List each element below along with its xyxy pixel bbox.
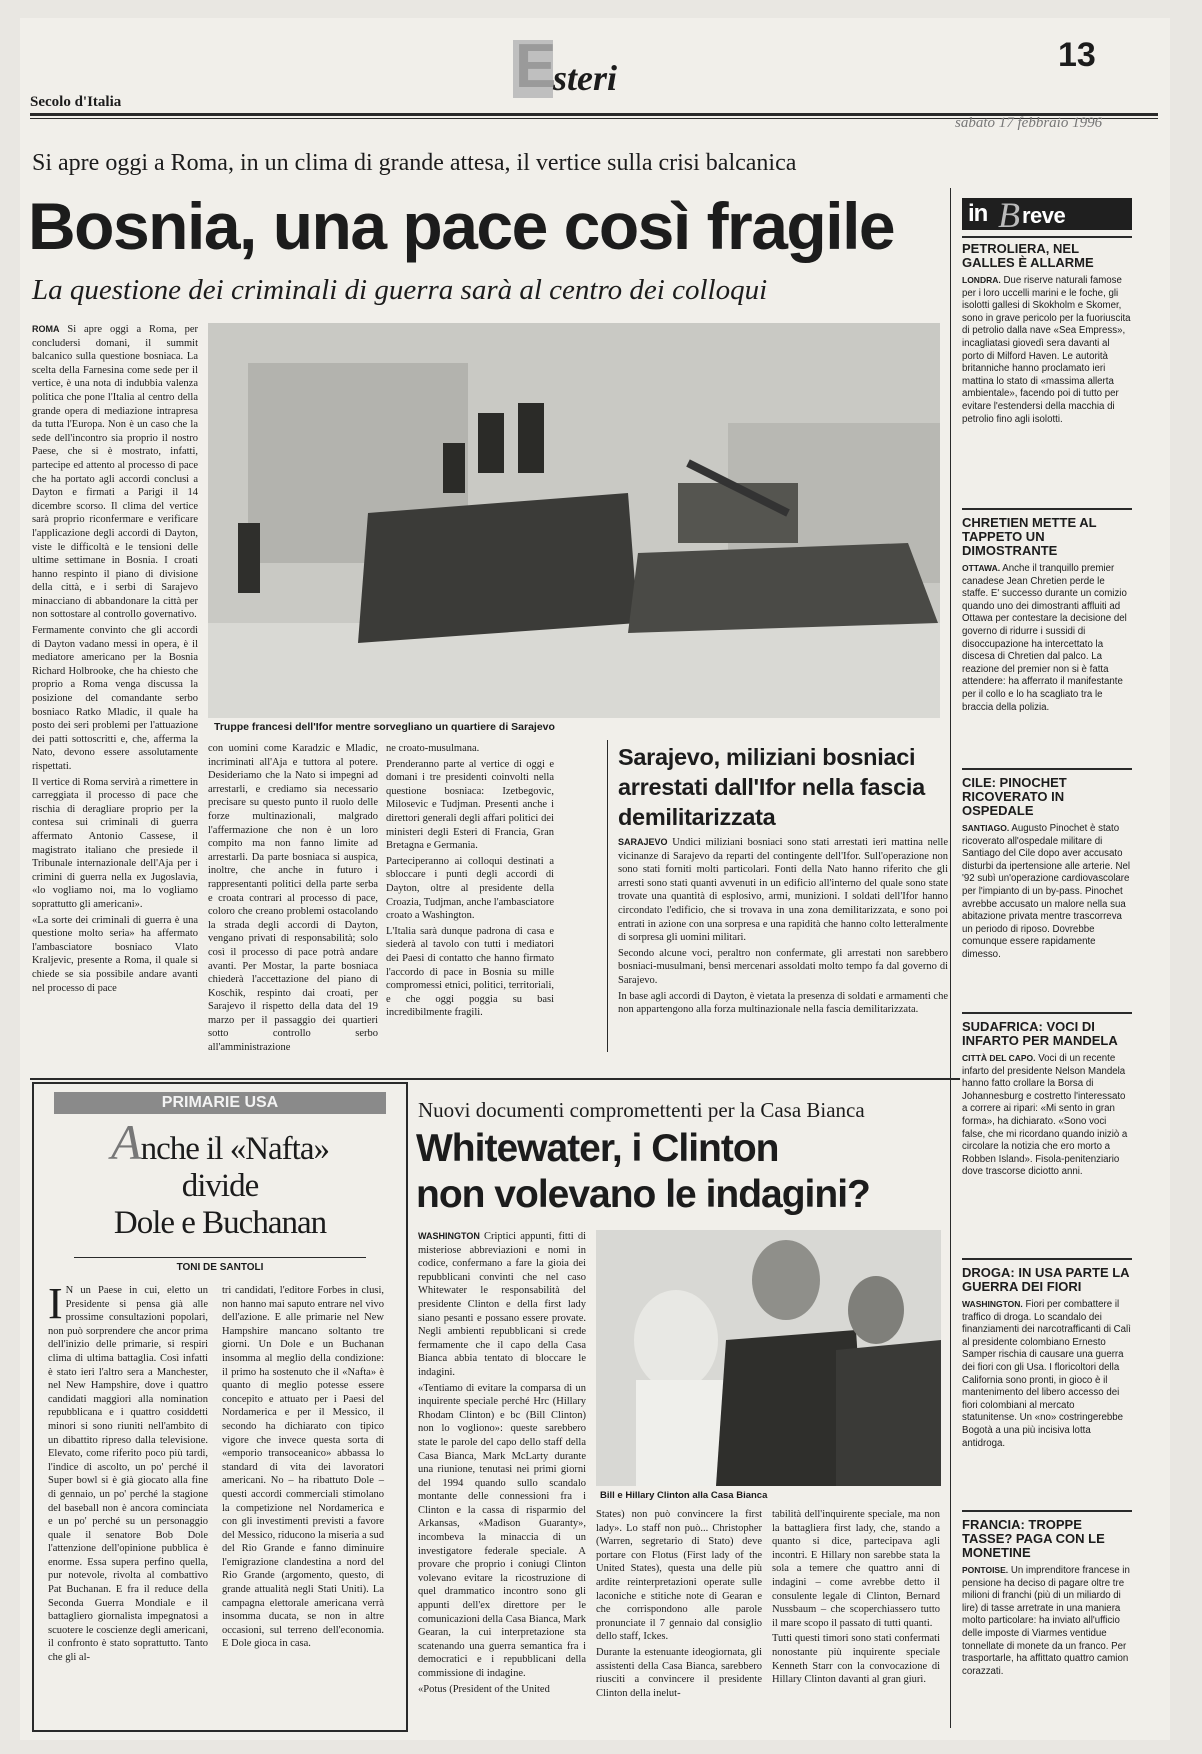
primarie-author: TONI DE SANTOLI: [176, 1262, 264, 1273]
brief-2-text: Anche il tranquillo premier canadese Jean Chretien perde le staffe. E' successo durante un comizio quando uno dei dimostranti affluiti ad Ottawa per contestare la decisione del governo di ridurre i sussidi di disoccupazione ha intercettato la discesa di Chretien dal palco. La reazione del premier non si è fatta attendere: ha afferrato il manifestante per il collo e lo ha scagliato tra le braccia della polizia.: [962, 563, 1127, 713]
tanks-photo: [208, 323, 940, 718]
main-col1: [32, 323, 198, 997]
section-title: [513, 32, 713, 101]
brief-5-title: DROGA: IN USA PARTE LA GUERRA DEI FIORI: [962, 1265, 1130, 1294]
whitewater-title-l1: Whitewater, i Clinton: [416, 1127, 779, 1170]
whitewater-col1: [418, 1230, 586, 1698]
in-breve-label-b: B: [998, 195, 1020, 235]
whitewater-col3b: Tutti questi timori sono stati confermati nonostante più inquirente speciale Kenneth Starr con la convocazione di Hillary Clinton davanti al gran giurì.: [772, 1633, 940, 1686]
in-breve-rule: [962, 236, 1132, 238]
brief-4-city: CITTÀ DEL CAPO.: [962, 1053, 1036, 1063]
whitewater-col1b: «Tentiamo di evitare la comparsa di un inquirente speciale perché Hrc (Hillary Rhodam Clinton) e bc (Bill Clinton) non lo vogliono»: queste sarebbero state le parole del capo dello staff della Casa Bianca, Mark McLarty durante una riunione, tenutasi nei primi giorni del 1994 quando sullo scandalo montante delle connessioni fra i Clinton e la cassa di risparmio del Arkansas, «Madison Guaranty», incombeva la minaccia di un investigatore federale speciale. A provare che proprio i coniugi Clinton volevano evitare la ricostruzione di quel drammatico incontro sono gli appunti dell'ex direttore per le comunicazioni della Casa Bianca, Mark Gearan, la cui interpretazione sta scatenando una guerra semantica fra i democratici e i repubblicani della commissione di indagine.: [418, 1382, 586, 1679]
brief-5: [962, 1266, 1132, 1450]
whitewater-kicker: Nuovi documenti compromettenti per la Casa Bianca: [418, 1098, 865, 1122]
main-col3c: Parteciperanno ai colloqui destinati a sbloccare i punti degli accordi di Dayton, oltre al presidente della Croazia, Tudjman, anche l'ambasciatore croato a Washington.: [386, 855, 554, 922]
sarajevo-dateline: SARAJEVO: [618, 837, 668, 847]
brief-1-text: Due riserve naturali famose per i loro uccelli marini e le foche, gli isolotti gallesi di Skokholm e Skomer, sono in grave pericolo per la fuoriuscita di petrolio dalla nave «Sea Empress», incagliatasi giovedì sera davanti al porto di Milford Haven. Le autorità britanniche hanno proclamato ieri mattina lo stato di «massima allerta ambientale», facendo poi di tutto per evitare l'estendersi della macchia di petrolio fino agli isolotti.: [962, 275, 1131, 425]
brief-2: [962, 516, 1132, 714]
whitewater-col2b: Durante la estenuante ideogiornata, gli assistenti della Casa Bianca, sarebbero riusciti a convincere il presidente Clinton della inelut-: [596, 1646, 762, 1699]
brief-rule-4: [962, 1258, 1132, 1260]
whitewater-col1c: «Potus (President of the United: [418, 1683, 550, 1695]
brief-5-city: WASHINGTON.: [962, 1299, 1023, 1309]
whitewater-dateline: WASHINGTON: [418, 1231, 480, 1241]
brief-6-city: PONTOISE.: [962, 1565, 1009, 1575]
primarie-title-initial: A: [111, 1114, 141, 1170]
in-breve-label-in: in: [968, 200, 988, 227]
primarie-banner: PRIMARIE USA: [54, 1092, 386, 1114]
brief-5-text: Fiori per combattere il traffico di droga. Lo scandalo dei finanziamenti dei narcotrafficanti di Calì al presidente colombiano Ernesto Samper rischia di causare una guerra dei fiori con gli Usa. I floricoltori della California sono pronti, in gioco è il mantenimento del libero accesso dei fiori colombiani al mercato statunitense. Un «no» costringerebbe Bogotà a una più incisiva lotta antidroga.: [962, 1299, 1131, 1449]
brief-rule-2: [962, 768, 1132, 770]
primarie-title: [44, 1114, 396, 1242]
section-initial: E: [515, 32, 557, 101]
sidebar-rule: [950, 188, 951, 1728]
primarie-box: [32, 1082, 408, 1732]
brief-2-city: OTTAWA.: [962, 563, 1001, 573]
primarie-title-l2: divide: [181, 1168, 259, 1204]
mid-rule: [30, 1078, 960, 1080]
brief-1-title: PETROLIERA, NEL GALLES È ALLARME: [962, 241, 1094, 270]
main-col1d: «La sorte dei criminali di guerra è una questione molto seria» ha affermato l'ambasciatore bosniaco Vlato Kraljevic, presente a Roma, il quale si chiede se sia possibile andare avanti nel processo di pace: [32, 914, 198, 994]
main-col1c: Il vertice di Roma servirà a rimettere in carreggiata il processo di pace che rischia di deragliare proprio per la contesa sui criminali di guerra affermato Antonio Cassese, il magistrato italiano che presiede il Tribunale internazionale dell'Aja per i crimini di guerra nella ex Jugoslavia, «lo vogliamo noi, ma lo vogliamo soprattutto gli americani».: [32, 776, 198, 910]
main-col3b: Prenderanno parte al vertice di oggi e domani i tre presidenti coinvolti nella questione bosniaca: Izetbegovic, Milosevic e Tudjman. Presenti anche i direttori generali degli affari politici dei ministeri degli Esteri di Francia, Gran Bretagna e Germania.: [386, 758, 554, 852]
sarajevo-title: Sarajevo, miliziani bosniaci arrestati dall'Ifor nella fascia demilitarizzata: [618, 744, 925, 830]
brief-6: [962, 1518, 1132, 1678]
primarie-col1: [48, 1279, 208, 1665]
page-number: 13: [1058, 36, 1096, 74]
brief-3: [962, 776, 1132, 962]
masthead: Secolo d'Italia: [30, 94, 122, 110]
section-rest: steri: [553, 58, 618, 98]
primarie-title-l1: nche il «Nafta»: [140, 1131, 329, 1167]
primarie-col1-text: N un Paese in cui, eletto un Presidente si pensa già alle prossime consultazioni popolari, non può sorprendere che ancor prima dell'inizio delle primarie, si respiri clima di ultima battaglia. Così infatti è stato ieri l'altro sera a Manchester, nel New Hampshire, dove i quattro candidati maggiori alla nomination repubblicana e i quattro cosiddetti minori si sono riuniti nell'ambito di un dibattito ripreso dalla televisione. Elevato, come riferito poco più tardi, l'indice di ascolto, un po' perché il Super bowl si è già giocato alla fine di gennaio, un po' perché la stagione del baseball non è ancora cominciata e un po' perché su un personaggio quale il senatore Bob Dole l'attenzione dell'opinione pubblica è enorme. Essa supera perfino quella, pur notevole, rivolta al combattivo Pat Buchanan. E fra il reduce della Seconda Guerra Mondiale e il battagliero giornalista impegnatosi a scuotere le coscienze degli americani, il confronto è stato soprattutto. Tanto che gli al-: [48, 1285, 208, 1664]
clinton-photo: [596, 1230, 941, 1486]
main-col3-text: ne croato-musulmana.: [386, 743, 480, 754]
main-photo-caption: Truppe francesi dell'Ifor mentre sorvegliano un quartiere di Sarajevo: [214, 721, 555, 733]
author-rule: [74, 1257, 366, 1258]
brief-rule-3: [962, 1012, 1132, 1014]
main-col1b: Fermamente convinto che gli accordi di Dayton vadano messi in opera, è il mediatore americano per la Bosnia Richard Holbrooke, che ha chiesto che proprio a Roma venga discussa la posizione del comandante serbo bosniaco Ratko Mladic, il quale ha posto dei seri problemi per l'attuazione dei patti sottoscritti e, che, afferma la Nato, devono essere assolutamente rispettati.: [32, 625, 198, 772]
brief-2-title: CHRETIEN METTE AL TAPPETO UN DIMOSTRANTE: [962, 515, 1097, 558]
brief-6-text: Un imprenditore francese in pensione ha deciso di pagare oltre tre milioni di franchi (più di un miliardo di lire) di tasse arretrate in una maniera molto particolare: ha inviato all'ufficio delle imposte di Viarmes ventidue tonnellate di monete da un franco. Per trasportarle, ha affittato quattro camion corazzati.: [962, 1565, 1130, 1677]
main-kicker: Si apre oggi a Roma, in un clima di grande attesa, il vertice sulla crisi balcanica: [32, 150, 797, 176]
whitewater-col1-text: Criptici appunti, fitti di misteriose abbreviazioni e nomi in codice, confermano a fare la gioia dei repubblicani convinti che nel caso Whitewater le responsabilità del presidente Clinton e della first lady siano pesanti e possano essere provate. Negli ambienti repubblicani si crede fermamente che il capo della Casa Bianca abbia tentato di bloccare le indagini.: [418, 1231, 586, 1378]
sarajevo-text1: Undici miliziani bosniaci sono stati arrestati ieri mattina nelle vicinanze di Sarajevo da reparti del contingente dell'Ifor. Sull'operazione non sono stati forniti molti particolari. Fonti della Nato hanno riferito che gli arresti sono stati quanti avvenuti in un edificio all'interno del quale sono state trovate una quantità di esplosivo, armi, munizioni. I soldati dell'Ifor hanno circondato l'edificio, che si trovava in una zona demilitarizzata, e sono poi entrati in azione con una sorpresa e una rapidità che hanno colto letteralmente di sorpresa gli uomini militari.: [618, 837, 948, 944]
brief-3-city: SANTIAGO.: [962, 823, 1010, 833]
main-col2: con uomini come Karadzic e Mladic, incriminati all'Aja e tuttora al potere. Desideriamo che la Nato si impegni ad arrestarli, e crediamo sia necessario precisare su questo punto il ruolo delle forze multinazionali, malgrado l'affermazione che non è un loro compito ma non fanno limite ad arrestarli. Da parte bosniaca si auspica, inoltre, che anche in futuro i rappresentanti politici della parte serba e croata contrari al processo di pace, coloro che creano problemi ostacolando la strada degli accordi di Dayton, vengano privati di responsabilità; solo così il processo di pace potrà andare avanti. Per Mostar, la parte bosniaca chiederà l'accettazione del piano di Koschik, respinto dai croati, per Sarajevo il rispetto della data del 19 marzo per il passaggio dei quartieri sotto controllo serbo all'amministrazione: [208, 743, 378, 1054]
in-breve-banner: [962, 195, 1132, 235]
whitewater-title-l2: non volevano le indagini?: [416, 1173, 870, 1216]
brief-rule-5: [962, 1510, 1132, 1512]
main-col3d: L'Italia sarà dunque padrona di casa e siederà al tavolo con tutti i mediatori dei Paesi di contatto che hanno firmato l'accordo di pace in Bosnia su mille compromessi etnici, politici, territoriali, e che oggi poggia su basi incredibilmente fragili.: [386, 925, 554, 1019]
primarie-title-l3: Dole e Buchanan: [113, 1205, 327, 1241]
brief-4: [962, 1020, 1132, 1179]
date-line: sabato 17 febbraio 1996: [955, 115, 1103, 131]
brief-3-title: CILE: PINOCHET RICOVERATO IN OSPEDALE: [962, 775, 1067, 818]
sarajevo-text3: In base agli accordi di Dayton, è vietata la presenza di soldati e armamenti che non appartengono alla forza multinazionale nella fascia demilitarizzata.: [618, 990, 948, 1016]
whitewater-title: [416, 1126, 870, 1218]
brief-3-text: Augusto Pinochet è stato ricoverato all'ospedale militare di Santiago del Cile dopo aver accusato disturbi da ipertensione alle arterie. Nel '92 subì un'operazione cardiovascolare per l'impianto di un by-pass. Pinochet avrebbe accusato un malore nella sua abitazione privata mentre trascorreva un periodo di riposo. Dovrebbe comunque essere rapidamente dimesso.: [962, 823, 1131, 960]
sarajevo-text2: Secondo alcune voci, peraltro non confermate, gli arrestati non sarebbero bosniaci-musulmani, bensì mercenari assoldati molto tempo fa dal governo di Sarajevo.: [618, 947, 948, 986]
primarie-col2: tri candidati, l'editore Forbes in clusi, non hanno mai saputo entrare nel vivo dell'azione. E alle primarie nel New Hampshire mancano soltanto tre giorni. Un Dole e un Buchanan insomma al meglio della condizione: il primo ha sostenuto che il «Nafta» è quanto di meglio potesse essere concepito e attuato per i Paesi del Nordamerica e per il Messico, il secondo ha dichiarato con tipico vigore che invece questa sorta di «emporio transoceanico» abbassa lo standard di vita dei lavoratori americani. No – ha ribattuto Dole – questi accordi commerciali stimolano la competizione nel Nordamerica e con gli investimenti previsti a favore del Messico, riducono la miseria a sud del Rio Grande e fanno diminuire l'emigrazione clandestina a nord del Rio Grande (argomento, questo, di grande attualità negli Stati Uniti). La campagna elettorale americana verrà insomma ducata, se non in altre occasioni, sul terreno dell'economia. E Dole gioca in casa.: [222, 1285, 384, 1650]
whitewater-col3-text: tabilità dell'inquirente speciale, ma non la battagliera first lady, che, stando a quanto si dice, partecipava agli incontri. E Hillary non sarebbe stata la sola a temere che quattro anni di indagini – come avrebbe detto il consulente legale di Clinton, Bernard Nussbaum – che scoperchiassero tutto il mare scopo il passato di tutti quanti.: [772, 1509, 940, 1629]
whitewater-col3: [772, 1508, 940, 1689]
brief-rule-1: [962, 508, 1132, 510]
main-dateline: ROMA: [32, 324, 60, 334]
in-breve-label-rest: reve: [1022, 203, 1066, 228]
brief-6-title: FRANCIA: TROPPE TASSE? PAGA CON LE MONETINE: [962, 1517, 1105, 1560]
sarajevo-text: [618, 836, 948, 1019]
primarie-drop-cap: I: [48, 1279, 63, 1328]
divider-vertical-sarajevo: [607, 740, 608, 1052]
brief-1: [962, 242, 1132, 426]
main-subtitle: La questione dei criminali di guerra sarà al centro dei colloqui: [32, 274, 768, 306]
newspaper-page: [20, 18, 1170, 1740]
clinton-illustration: [596, 1230, 941, 1486]
main-title: Bosnia, una pace così fragile: [28, 189, 895, 263]
main-col3: [386, 742, 554, 1022]
brief-4-title: SUDAFRICA: VOCI DI INFARTO PER MANDELA: [962, 1019, 1118, 1048]
brief-1-city: LONDRA.: [962, 275, 1001, 285]
main-col1-text: Si apre oggi a Roma, per concludersi domani, il summit balcanico sulla questione bosniaca. La scelta della Farnesina come sede per il vertice, è una nota di indubbia valenza politica che pone l'Italia al centro della grande opera di mediazione intrapresa da tutta l'Europa. Non è un caso che la sede dell'incontro sia proprio il nostro Paese, che si è mostrato, infatti, partecipe ed attento al processo di pace che ha portato agli accordi conclusi a Dayton e firmati a Parigi il 14 dicembre scorso. Il clima del vertice sarà proprio riconfermare e verificare l'applicazione degli accordi di Dayton, viste le difficoltà e le tensioni delle ultime settimane in Bosnia. I croati hanno respinto il piano di divisione della città, e i serbi di Sarajevo minacciano di abbandonare la città per non sottostare al controllo governativo.: [32, 324, 199, 621]
brief-4-text: Voci di un recente infarto del presidente Nelson Mandela hanno fatto crollare la Borsa di Johannesburg e costretto l'interessato a correre ai ripari: «Mi sento in gran forma», ha dichiarato. «Sono voci false, che mi ricordano quando iniziò a circolare la notizia che ero morto a Robben Island». Fisola-penitenziario dove trascorse diciotto anni.: [962, 1053, 1128, 1178]
whitewater-col2-text: States) non può convincere la first lady». Lo staff non può... Christopher (Warren, segretario di Stato) deve portare con Flotus (First lady of the United States), questa una delle più ardite reinterpretazioni operate sulle laconiche e stitiche note di Gearan e che corrispondono alle parole pronunciate il 7 gennaio dal consiglio dello staff, Ickes.: [596, 1509, 762, 1643]
clinton-photo-caption: Bill e Hillary Clinton alla Casa Bianca: [600, 1490, 768, 1501]
whitewater-col2: [596, 1508, 762, 1702]
tanks-illustration: [208, 323, 940, 718]
